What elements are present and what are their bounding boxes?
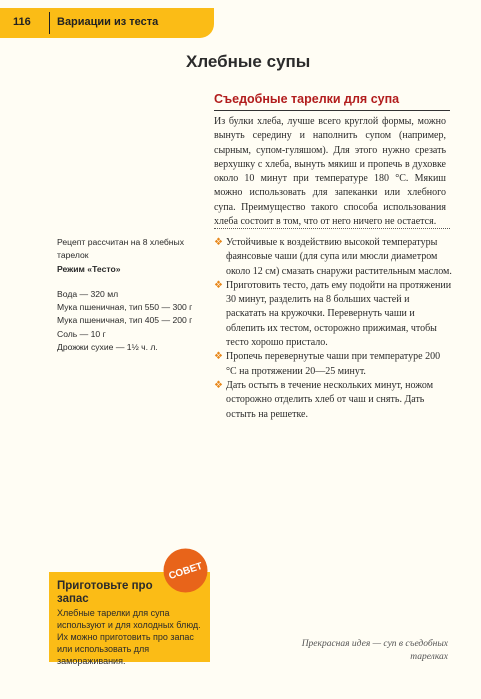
tip-title: Приготовьте про запас <box>57 580 153 605</box>
step-text: Дать остыть в течение нескольких минут, ножом осторожно отделить хлеб от чаш и снять. Дать остыть на решетке. <box>226 379 434 420</box>
subtitle-underline <box>214 110 450 111</box>
step-text: Устойчивые к воздействию высокой температуры фаянсовые чаши (для супа или мюсли диаметром около 12 см) смазать снаружи растительным маслом. <box>226 237 452 277</box>
tip-badge-label: СОВЕТ <box>167 560 205 583</box>
ingredient-list <box>57 288 207 354</box>
instruction-list <box>214 236 452 422</box>
step-text: Пропечь перевернутые чаши при температуре 200 °С на протяжении 20—25 минут. <box>226 351 441 377</box>
diamond-bullet-icon: ❖ <box>214 351 223 363</box>
tip-body: Хлебные тарелки для супа используют и для холодных блюд. Их можно приготовить про запас или использовать для замораживания. <box>57 608 201 667</box>
ingredient-item: Соль — 10 г <box>57 328 106 339</box>
recipe-subtitle: Съедобные тарелки для супа <box>214 92 400 106</box>
instruction-step <box>214 350 452 379</box>
diamond-bullet-icon: ❖ <box>214 237 223 248</box>
header-divider <box>49 12 50 34</box>
instruction-step <box>214 279 452 350</box>
section-title: Вариации из теста <box>57 16 159 28</box>
page-title: Хлебные супы <box>186 52 311 71</box>
step-text: Приготовить тесто, дать ему подойти на протяжении 30 минут, разделить на 8 больших частей и раскатать на кружочки. Перевернуть чаши и облепить их тестом, осторожно прижимая, чтобы тесто хорошо пристало. <box>226 279 452 349</box>
photo-caption: Прекрасная идея — суп в съедобных тарелках <box>301 639 448 662</box>
recipe-mode: Режим «Тесто» <box>57 263 121 274</box>
intro-paragraph: Из булки хлеба, лучше всего круглой формы, можно вынуть середину и наполнить супом (например, сырным, супом-гуляшом). Для этого нужно срезать верхушку с хлеба, вынуть мякиш и пропечь в духовке около 10 минут при температуре 180 °С. Мякиш можно использовать для запеканки или хлебного супа. Преимущество такого способа использования хлеба состоит в том, что от него ничего не остается. <box>214 116 446 228</box>
ingredient-item: Дрожжи сухие — 1½ ч. л. <box>57 342 158 353</box>
recipe-info <box>57 236 207 354</box>
recipe-yield: Рецепт рассчитан на 8 хлебных тарелок <box>57 237 185 261</box>
tip-badge-icon <box>163 548 208 593</box>
page-number: 116 <box>13 16 31 28</box>
ingredient-item: Вода — 320 мл <box>57 288 119 299</box>
dotted-divider <box>214 228 450 229</box>
ingredient-item: Мука пшеничная, тип 405 — 200 г <box>57 315 193 326</box>
instruction-step <box>214 379 452 422</box>
diamond-bullet-icon: ❖ <box>214 279 223 291</box>
ingredient-item: Мука пшеничная, тип 550 — 300 г <box>57 302 193 313</box>
instruction-step <box>214 236 452 279</box>
diamond-bullet-icon: ❖ <box>214 379 223 391</box>
